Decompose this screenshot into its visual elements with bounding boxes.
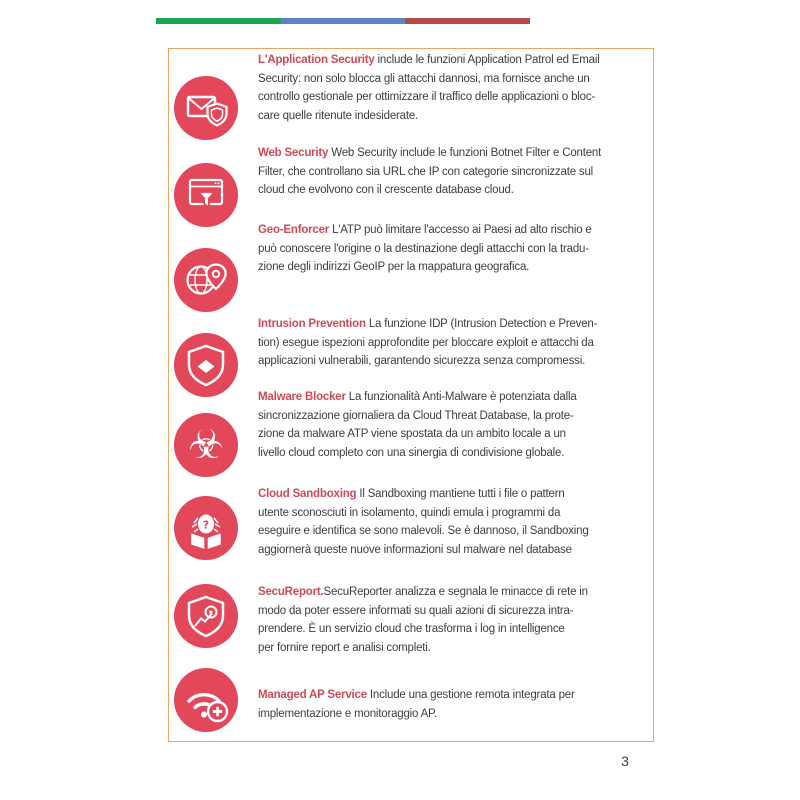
feature-section	[258, 686, 657, 723]
section-title: Cloud Sandboxing	[258, 488, 357, 500]
section-title: Intrusion Prevention	[258, 318, 366, 330]
section-title: SecuReport.	[258, 586, 324, 598]
section-body: Include una gestione remota integrata per implementazione e monitoraggio AP.	[258, 689, 575, 720]
section-body: Il Sandboxing mantiene tutti i file o pattern utente sconosciuti in isolamento, quindi emula i programmi da eseguire e identifica se sono malevoli. Se è dannoso, il Sandboxing aggiornerà queste nuove informazioni sul malware nel database	[258, 488, 589, 556]
feature-section	[258, 144, 657, 200]
cloud-sandboxing-icon	[174, 496, 238, 560]
section-body: L'ATP può limitare l'accesso ai Paesi ad alto rischio e può conoscere l'origine o la destinazione degli attacchi con la tradu- zione degli indirizzi GeoIP per la mappatura geografica.	[258, 224, 592, 274]
accent-bar-blue	[281, 18, 406, 24]
section-body: La funzione IDP (Intrusion Detection e Preven- tion) esegue ispezioni approfondite per bloccare exploit e attacchi da applicazioni vulnerabili, garantendo sicurezza senza compromessi.	[258, 318, 598, 368]
content-frame	[168, 48, 654, 742]
email-security-icon	[174, 76, 238, 140]
feature-section	[258, 221, 657, 277]
section-title: L'Application Security	[258, 54, 375, 66]
malware-blocker-icon	[174, 413, 238, 477]
feature-section	[258, 583, 657, 657]
section-body: Web Security include le funzioni Botnet Filter e Content Filter, che controllano sia URL che IP con categorie sincronizzate sul cloud che evolvono con il crescente database cloud.	[258, 147, 602, 197]
section-title: Managed AP Service	[258, 689, 367, 701]
web-filter-icon	[174, 163, 238, 227]
section-title: Malware Blocker	[258, 391, 346, 403]
geo-enforcer-icon	[174, 248, 238, 312]
page-number: 3	[621, 753, 629, 769]
section-title: Web Security	[258, 147, 329, 159]
secureporter-icon	[174, 584, 238, 648]
managed-ap-icon	[174, 668, 238, 732]
feature-section	[258, 485, 657, 559]
top-accent-bar	[156, 18, 530, 24]
feature-section	[258, 315, 657, 371]
accent-bar-green	[156, 18, 281, 24]
feature-section	[258, 388, 657, 462]
intrusion-prevention-icon	[174, 333, 238, 397]
feature-section	[258, 51, 657, 125]
section-body: La funzionalità Anti-Malware è potenziata dalla sincronizzazione giornaliera da Cloud Threat Database, la prote- zione da malware ATP viene spostata da un ambito locale a un livello cloud completo con una sinergia di condivisione globale.	[258, 391, 577, 459]
section-body: include le funzioni Application Patrol ed Email Security: non solo blocca gli attacchi dannosi, ma fornisce anche un controllo gestionale per ottimizzare il traffico delle applicazioni o bloc- care quelle ritenute indesiderate.	[258, 54, 600, 122]
section-body: SecuReporter analizza e segnala le minacce di rete in modo da poter essere informati su quali azioni di sicurezza intra- prendere. È un servizio cloud che trasforma i log in intelligence per fornire report e analisi completi.	[258, 586, 588, 654]
section-title: Geo-Enforcer	[258, 224, 330, 236]
accent-bar-red	[405, 18, 530, 24]
